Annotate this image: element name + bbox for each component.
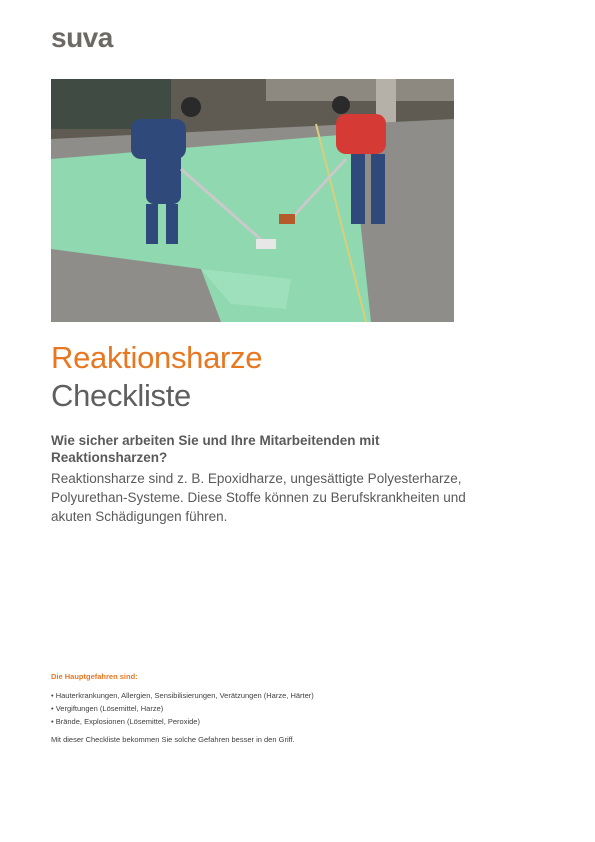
closing-text: Mit dieser Checkliste bekommen Sie solche Gefahren besser in den Griff.: [51, 735, 295, 744]
ceiling-beam: [266, 79, 454, 101]
hazard-item: • Vergiftungen (Lösemittel, Harze): [51, 702, 314, 715]
hero-photo-illustration: [51, 79, 454, 322]
hazards-heading: Die Hauptgefahren sind:: [51, 672, 138, 681]
suva-logo: suva: [51, 22, 113, 53]
hazards-list: [51, 689, 314, 728]
title-checkliste: Checkliste: [51, 378, 191, 413]
hazard-item: • Hauterkrankungen, Allergien, Sensibilisierungen, Verätzungen (Harze, Härter): [51, 689, 314, 702]
hazard-item: • Brände, Explosionen (Lösemittel, Peroxide): [51, 715, 314, 728]
hero-photo: [51, 79, 454, 322]
lead-question: Wie sicher arbeiten Sie und Ihre Mitarbeitenden mit Reaktionsharzen?: [51, 433, 380, 465]
title-reaktionsharze: Reaktionsharze: [51, 340, 263, 375]
lead-description: Reaktionsharze sind z. B. Epoxidharze, ungesättigte Polyesterharze, Polyurethan-Systeme. Diese Stoffe können zu Berufskrankheiten und akuten Schädigungen führen.: [51, 471, 466, 524]
